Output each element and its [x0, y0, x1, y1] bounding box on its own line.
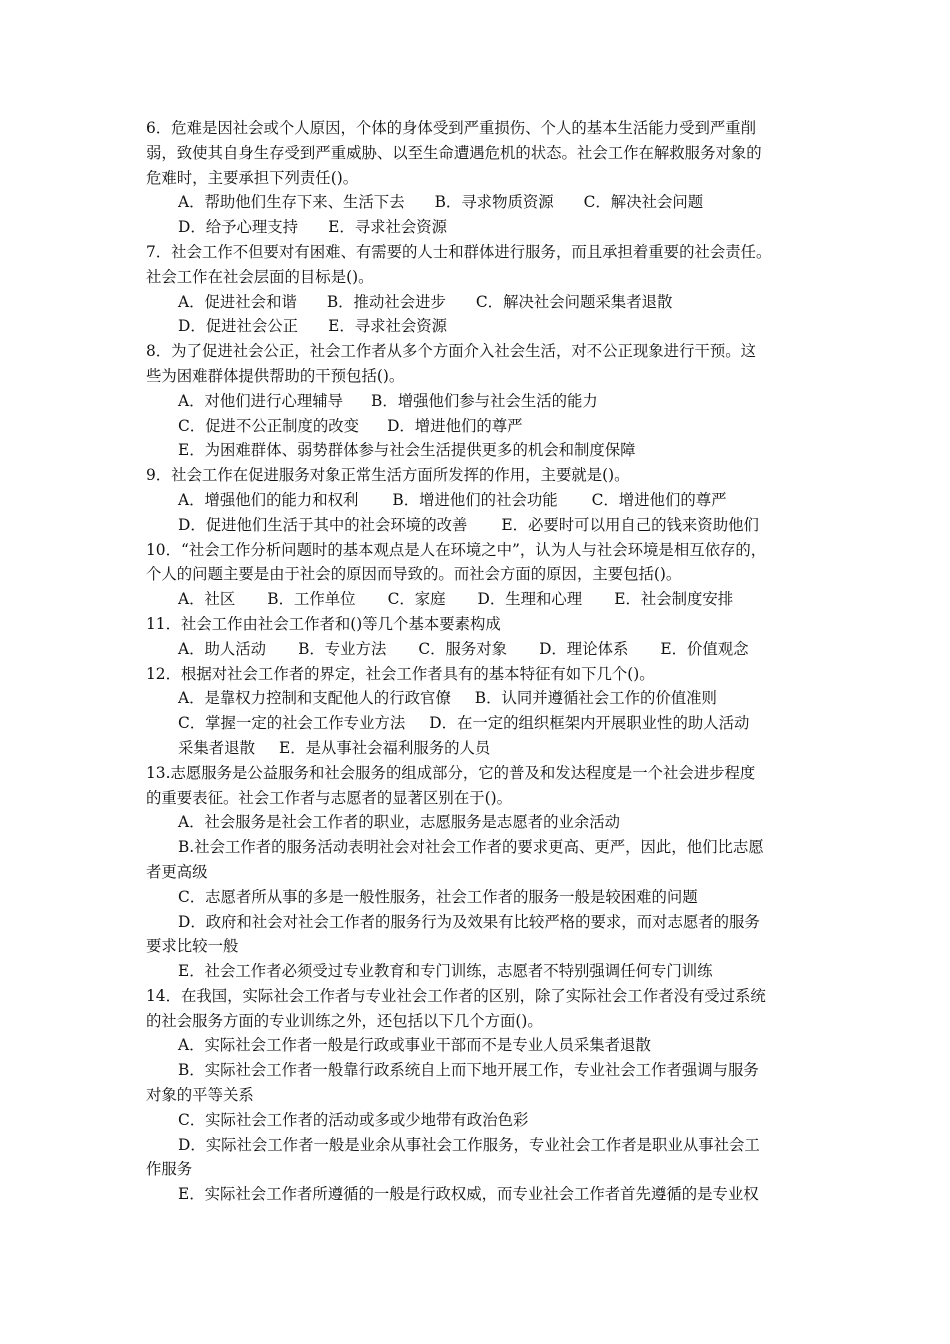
question-6-line-2: 弱，致使其自身生存受到严重威胁、以至生命遭遇危机的状态。社会工作在解救服务对象的 [146, 143, 762, 162]
option-e: E．必要时可以用自己的钱来资助他们 [501, 515, 759, 534]
question-10-line-1: 10．“社会工作分析问题时的基本观点是人在环境之中”，认为人与社会环境是相互依存的， [146, 540, 767, 559]
option-c: C．服务对象 [418, 639, 508, 658]
option-b: B．增强他们参与社会生活的能力 [371, 391, 598, 410]
option-c: C．解决社会问题采集者退散 [475, 292, 673, 311]
option-d: D．生理和心理 [477, 590, 583, 609]
question-8-options-row-2 [146, 414, 810, 439]
option-c: C．家庭 [387, 590, 446, 609]
option-a: A．增强他们的能力和权利 [178, 490, 359, 509]
option-d: D．促进他们生活于其中的社会环境的改善 [178, 515, 468, 534]
option-e: E．为困难群体、弱势群体参与社会生活提供更多的机会和制度保障 [178, 441, 636, 460]
question-14-line-1: 14．在我国，实际社会工作者与专业社会工作者的区别，除了实际社会工作者没有受过系统 [146, 986, 766, 1005]
option-c: C．增进他们的尊严 [591, 490, 727, 509]
question-13-option-d-continued: 要求比较一般 [146, 937, 239, 956]
option-a: A．对他们进行心理辅导 [178, 391, 344, 410]
option-d: D．增进他们的尊严 [387, 416, 523, 435]
option-e: E．寻求社会资源 [328, 317, 448, 336]
option-a: A．是靠权力控制和支配他人的行政官僚 [178, 689, 451, 708]
question-6-line-1: 6．危难是因社会或个人原因，个体的身体受到严重损伤、个人的基本生活能力受到严重削 [146, 119, 757, 137]
question-6-line-3: 危难时，主要承担下列责任()。 [146, 168, 359, 187]
option-a: A．帮助他们生存下来、生活下去 [178, 193, 405, 212]
question-6-options-row-1 [146, 190, 810, 215]
question-13-option-b-continued: 者更高级 [146, 862, 208, 881]
question-8-line-1: 8．为了促进社会公正，社会工作者从多个方面介入社会生活，对不公正现象进行干预。这 [146, 342, 757, 361]
question-12-options-row-1 [146, 686, 810, 711]
question-12-line-1: 12．根据对社会工作者的界定，社会工作者具有的基本特征有如下几个()。 [146, 664, 655, 683]
question-8-options-row-3 [146, 438, 810, 463]
question-13-line-2: 的重要表征。社会工作者与志愿者的显著区别在于()。 [146, 788, 512, 807]
question-9-options-row-2 [146, 513, 810, 538]
question-14-line-2: 的社会服务方面的专业训练之外，还包括以下几个方面()。 [146, 1011, 543, 1030]
question-14-option-b-continued: 对象的平等关系 [146, 1086, 254, 1105]
question-14-option-a: A．实际社会工作者一般是行政或事业干部而不是专业人员采集者退散 [178, 1036, 651, 1055]
question-8-line-2: 些为困难群体提供帮助的干预包括()。 [146, 366, 405, 385]
option-b: B．工作单位 [267, 590, 356, 609]
question-14-option-c: C．实际社会工作者的活动或多或少地带有政治色彩 [178, 1110, 529, 1129]
option-d: D．给予心理支持 [178, 218, 299, 237]
question-14-option-d-continued: 作服务 [146, 1160, 193, 1179]
question-14-option-e: E．实际社会工作者所遵循的一般是行政权威，而专业社会工作者首先遵循的是专业权 [178, 1185, 759, 1204]
option-d: D．在一定的组织框架内开展职业性的助人活动 [429, 714, 750, 733]
option-d: D．理论体系 [539, 639, 629, 658]
question-7-options-row-2 [146, 314, 810, 339]
question-7-line-2: 社会工作在社会层面的目标是()。 [146, 267, 374, 286]
question-12-options-row-3 [146, 736, 810, 761]
question-13-line-1: 13.志愿服务是公益服务和社会服务的组成部分，它的普及和发达程度是一个社会进步程度 [146, 763, 756, 782]
document-page [146, 116, 810, 1207]
question-13-option-a: A．社会服务是社会工作者的职业，志愿服务是志愿者的业余活动 [178, 813, 621, 832]
option-c: C．促进不公正制度的改变 [178, 416, 360, 435]
question-13-option-b: B.社会工作者的服务活动表明社会对社会工作者的要求更高、更严，因此，他们比志愿 [178, 838, 764, 857]
option-a: A．社区 [178, 590, 236, 609]
option-c: C．解决社会问题 [583, 193, 704, 212]
question-12-options-row-2 [146, 711, 810, 736]
question-13-option-e: E．社会工作者必须受过专业教育和专门训练，志愿者不特别强调任何专门训练 [178, 962, 713, 981]
option-b: B．增进他们的社会功能 [392, 490, 558, 509]
option-e: E．寻求社会资源 [328, 218, 448, 237]
question-10-line-2: 个人的问题主要是由于社会的原因而导致的。而社会方面的原因，主要包括()。 [146, 565, 682, 584]
option-d-continued: 采集者退散 [178, 738, 255, 757]
question-14-option-d: D．实际社会工作者一般是业余从事社会工作服务，专业社会工作者是职业从事社会工 [178, 1135, 760, 1154]
question-8-options-row-1 [146, 389, 810, 414]
question-14-option-b: B．实际社会工作者一般靠行政系统自上而下地开展工作，专业社会工作者强调与服务 [178, 1061, 759, 1080]
option-a: A．助人活动 [178, 639, 267, 658]
option-c: C．掌握一定的社会工作专业方法 [178, 714, 406, 733]
option-b: B．推动社会进步 [326, 292, 446, 311]
question-13-option-d: D．政府和社会对社会工作者的服务行为及效果有比较严格的要求，而对志愿者的服务 [178, 912, 760, 931]
option-b: B．专业方法 [298, 639, 387, 658]
option-b: B．认同并遵循社会工作的价值准则 [474, 689, 717, 708]
option-e: E．是从事社会福利服务的人员 [278, 738, 491, 757]
question-10-options-row-1 [146, 587, 810, 612]
option-d: D．促进社会公正 [178, 317, 299, 336]
question-13-option-c: C．志愿者所从事的多是一般性服务，社会工作者的服务一般是较困难的问题 [178, 887, 698, 906]
question-6-options-row-2 [146, 215, 810, 240]
question-9-line-1: 9．社会工作在促进服务对象正常生活方面所发挥的作用，主要就是()。 [146, 466, 630, 485]
question-11-options-row-1 [146, 637, 810, 662]
question-7-line-1: 7．社会工作不但要对有困难、有需要的人士和群体进行服务，而且承担着重要的社会责任。 [146, 242, 772, 261]
option-e: E．价值观念 [660, 639, 749, 658]
option-b: B．寻求物质资源 [434, 193, 554, 212]
question-11-line-1: 11．社会工作由社会工作者和()等几个基本要素构成 [146, 614, 501, 633]
option-a: A．促进社会和谐 [178, 292, 297, 311]
question-7-options-row-1 [146, 290, 810, 315]
option-e: E．社会制度安排 [614, 590, 734, 609]
question-9-options-row-1 [146, 488, 810, 513]
